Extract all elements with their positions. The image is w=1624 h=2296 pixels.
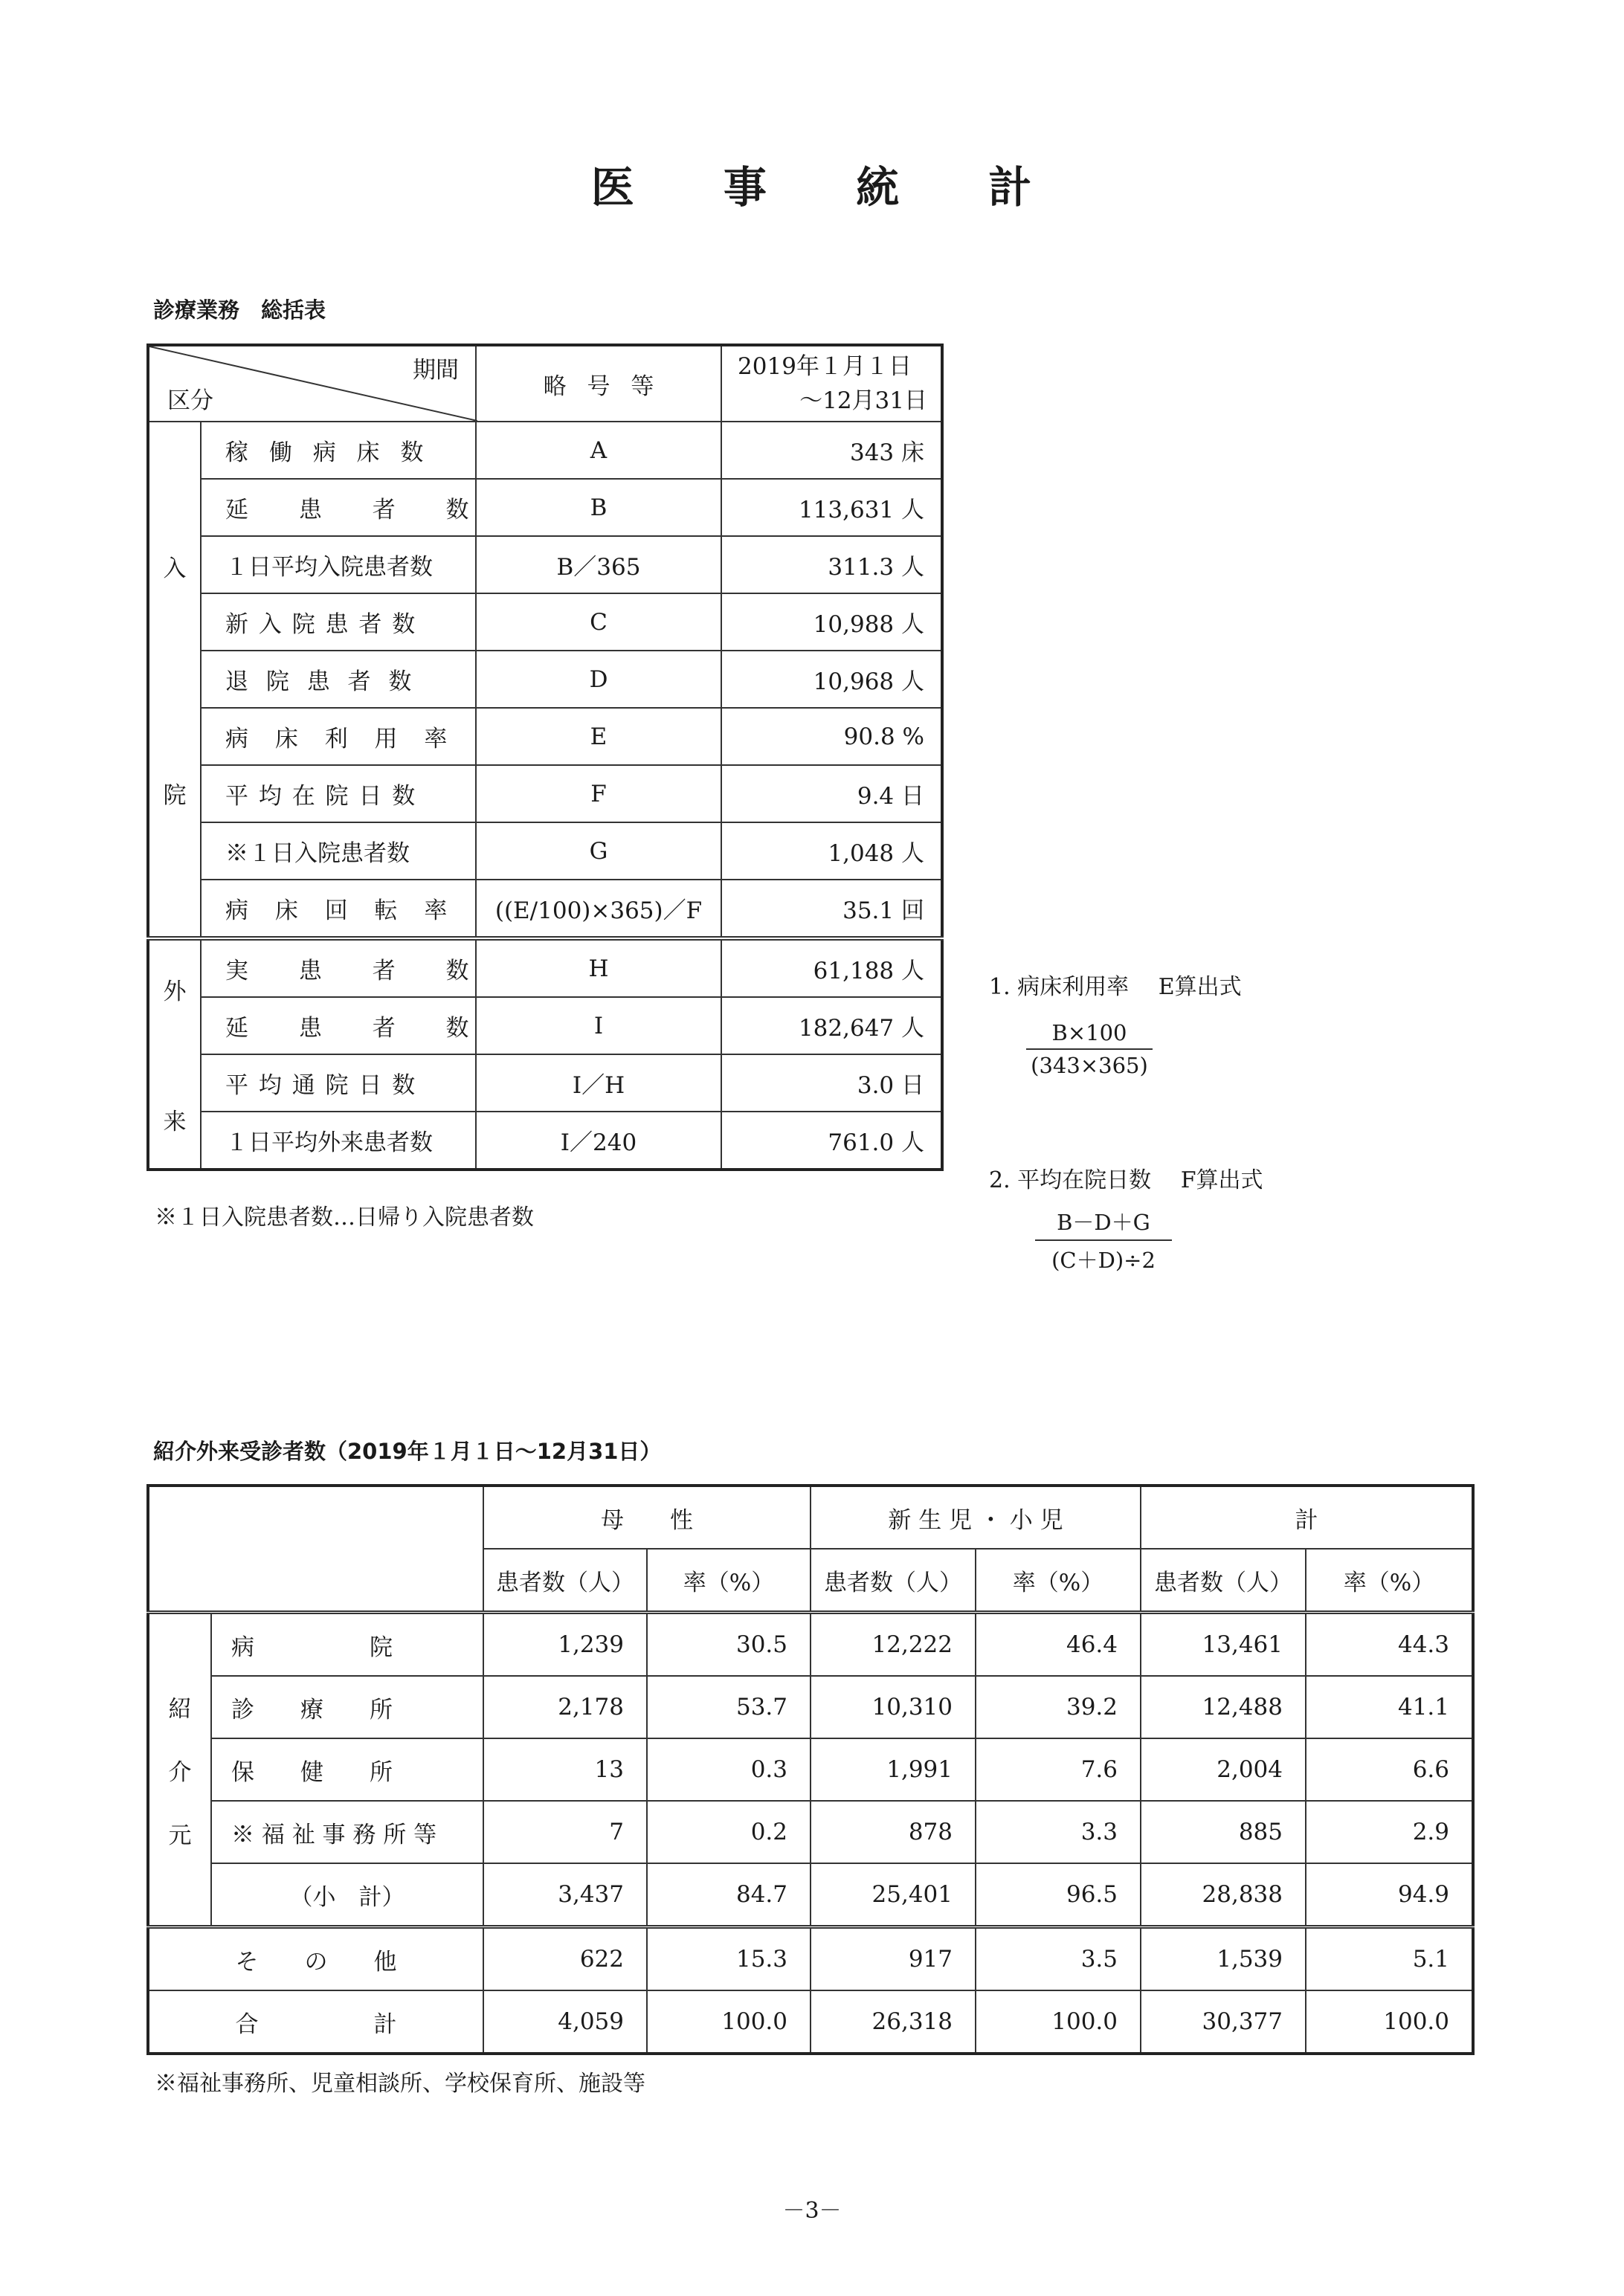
- group-header-total: 計: [1141, 1486, 1473, 1549]
- row-label: 新 入 院 患 者 数: [201, 593, 476, 651]
- row-code: G: [476, 822, 721, 880]
- cell: 12,488: [1141, 1676, 1306, 1738]
- row-label: 診 療 所: [211, 1676, 483, 1738]
- cell: 53.7: [647, 1676, 811, 1738]
- row-label: 延 患 者 数: [201, 479, 476, 536]
- row-label: １日平均外来患者数: [201, 1112, 476, 1170]
- table-row: [148, 422, 942, 479]
- subheader-rate: 率（%）: [647, 1549, 811, 1613]
- cell: 15.3: [647, 1927, 811, 1991]
- summary-section-title: 診療業務 総括表: [153, 297, 326, 323]
- table-row: [148, 651, 942, 708]
- row-code: C: [476, 593, 721, 651]
- cell: 0.2: [647, 1801, 811, 1863]
- row-code: I／H: [476, 1054, 721, 1112]
- row-label: 実 患 者 数: [201, 938, 476, 997]
- row-value: 1,048 人: [721, 822, 942, 880]
- row-value: 311.3 人: [721, 536, 942, 593]
- row-label: 病 院: [211, 1613, 483, 1677]
- row-value: 3.0 日: [721, 1054, 942, 1112]
- table-row: [148, 1112, 942, 1170]
- row-code: E: [476, 708, 721, 765]
- referral-section-title: 紹介外来受診者数（2019年１月１日～12月31日）: [153, 1439, 662, 1464]
- other-row: [148, 1927, 1473, 1991]
- cell: 13: [483, 1738, 647, 1801]
- referral-table: [146, 1484, 1475, 2055]
- referral-footnote: ※福祉事務所、児童相談所、学校保育所、施設等: [155, 2071, 645, 2097]
- row-value: 9.4 日: [721, 765, 942, 822]
- table-row: [148, 938, 942, 997]
- subheader-rate: 率（%）: [976, 1549, 1141, 1613]
- cell: 2.9: [1306, 1801, 1473, 1863]
- formula-numerator: B×100: [1026, 1020, 1153, 1050]
- cell: 7.6: [976, 1738, 1141, 1801]
- row-code: F: [476, 765, 721, 822]
- cell: 41.1: [1306, 1676, 1473, 1738]
- category-corner-label: 区分: [167, 387, 213, 414]
- inpatient-group-label: 入 院: [148, 422, 201, 938]
- table-row: [148, 765, 942, 822]
- cell: 1,539: [1141, 1927, 1306, 1991]
- subheader-patients: 患者数（人）: [1141, 1549, 1306, 1613]
- cell: 2,004: [1141, 1738, 1306, 1801]
- subheader-rate: 率（%）: [1306, 1549, 1473, 1613]
- formula-denominator: (343×365): [1031, 1053, 1148, 1078]
- row-label: 病 床 回 転 率: [201, 880, 476, 938]
- cell: 0.3: [647, 1738, 811, 1801]
- table-row: [148, 1054, 942, 1112]
- cell: 13,461: [1141, 1613, 1306, 1677]
- cell: 26,318: [811, 1990, 976, 2054]
- cell: 6.6: [1306, 1738, 1473, 1801]
- row-label: 延 患 者 数: [201, 997, 476, 1054]
- row-label: ※１日入院患者数: [201, 822, 476, 880]
- row-label: 平 均 通 院 日 数: [201, 1054, 476, 1112]
- cell: 622: [483, 1927, 647, 1991]
- page-title: 医 事 統 計: [590, 162, 1034, 213]
- row-value: 761.0 人: [721, 1112, 942, 1170]
- row-label: 平 均 在 院 日 数: [201, 765, 476, 822]
- subtotal-row: [148, 1863, 1473, 1927]
- row-code: I: [476, 997, 721, 1054]
- cell: 39.2: [976, 1676, 1141, 1738]
- formula-heading-1: 1. 病床利用率 E算出式: [989, 974, 1242, 1000]
- row-value: 113,631 人: [721, 479, 942, 536]
- table-row: [148, 1801, 1473, 1863]
- group-header-newborn-child: 新 生 児 ・ 小 児: [811, 1486, 1141, 1549]
- empty-corner: [148, 1486, 483, 1613]
- table-row: [148, 1738, 1473, 1801]
- row-value: 61,188 人: [721, 938, 942, 997]
- cell: 100.0: [1306, 1990, 1473, 2054]
- referral-source-label: 紹 介 元: [148, 1613, 211, 1927]
- cell: 30,377: [1141, 1990, 1306, 2054]
- cell: 25,401: [811, 1863, 976, 1927]
- outpatient-group-label: 外 来: [148, 938, 201, 1170]
- cell: 1,239: [483, 1613, 647, 1677]
- cell: 885: [1141, 1801, 1306, 1863]
- row-label: （小 計）: [211, 1863, 483, 1927]
- code-header: 略 号 等: [476, 345, 721, 422]
- table-row: [148, 997, 942, 1054]
- cell: 94.9: [1306, 1863, 1473, 1927]
- cell: 7: [483, 1801, 647, 1863]
- cell: 3,437: [483, 1863, 647, 1927]
- row-label: １日平均入院患者数: [201, 536, 476, 593]
- cell: 96.5: [976, 1863, 1141, 1927]
- table-row: [148, 593, 942, 651]
- diagonal-header-cell: [148, 345, 476, 422]
- cell: 878: [811, 1801, 976, 1863]
- row-code: ((E/100)×365)／F: [476, 880, 721, 938]
- formula-fraction-2: [1035, 1206, 1172, 1274]
- row-code: D: [476, 651, 721, 708]
- cell: 100.0: [647, 1990, 811, 2054]
- table-row: [148, 822, 942, 880]
- cell: 84.7: [647, 1863, 811, 1927]
- row-value: 10,988 人: [721, 593, 942, 651]
- row-value: 90.8 %: [721, 708, 942, 765]
- cell: 4,059: [483, 1990, 647, 2054]
- cell: 10,310: [811, 1676, 976, 1738]
- table-row: [148, 536, 942, 593]
- row-label: 稼 働 病 床 数: [201, 422, 476, 479]
- row-label: ※ 福 祉 事 務 所 等: [211, 1801, 483, 1863]
- row-value: 10,968 人: [721, 651, 942, 708]
- table-row: [148, 1613, 1473, 1677]
- period-corner-label: 期間: [413, 357, 459, 384]
- cell: 2,178: [483, 1676, 647, 1738]
- total-row: [148, 1990, 1473, 2054]
- page-number: －3－: [782, 2198, 842, 2224]
- cell: 12,222: [811, 1613, 976, 1677]
- subheader-patients: 患者数（人）: [811, 1549, 976, 1613]
- cell: 100.0: [976, 1990, 1141, 2054]
- row-label: 合 計: [148, 1990, 483, 2054]
- row-code: I／240: [476, 1112, 721, 1170]
- table-row: [148, 1676, 1473, 1738]
- table-row: [148, 708, 942, 765]
- row-code: A: [476, 422, 721, 479]
- cell: 917: [811, 1927, 976, 1991]
- table-row: [148, 880, 942, 938]
- row-value: 182,647 人: [721, 997, 942, 1054]
- formula-denominator: (C＋D)÷2: [1051, 1248, 1156, 1273]
- row-code: H: [476, 938, 721, 997]
- cell: 30.5: [647, 1613, 811, 1677]
- group-header-maternal: 母 性: [483, 1486, 811, 1549]
- formula-heading-2: 2. 平均在院日数 F算出式: [989, 1167, 1263, 1193]
- row-label: 保 健 所: [211, 1738, 483, 1801]
- cell: 46.4: [976, 1613, 1141, 1677]
- summary-table: [146, 344, 944, 1171]
- cell: 1,991: [811, 1738, 976, 1801]
- group-header-row: [148, 1486, 1473, 1549]
- cell: 5.1: [1306, 1927, 1473, 1991]
- cell: 28,838: [1141, 1863, 1306, 1927]
- row-value: 35.1 回: [721, 880, 942, 938]
- row-code: B／365: [476, 536, 721, 593]
- row-value: 343 床: [721, 422, 942, 479]
- period-header: 2019年１月１日 ～12月31日: [721, 345, 942, 422]
- cell: 44.3: [1306, 1613, 1473, 1677]
- row-label: そ の 他: [148, 1927, 483, 1991]
- row-code: B: [476, 479, 721, 536]
- formula-numerator: B－D＋G: [1035, 1206, 1172, 1241]
- summary-footnote: ※１日入院患者数…日帰り入院患者数: [155, 1205, 534, 1231]
- formula-fraction-1: [1026, 1020, 1153, 1078]
- row-label: 退 院 患 者 数: [201, 651, 476, 708]
- cell: 3.3: [976, 1801, 1141, 1863]
- cell: 3.5: [976, 1927, 1141, 1991]
- summary-header-row: [148, 345, 942, 422]
- subheader-patients: 患者数（人）: [483, 1549, 647, 1613]
- row-label: 病 床 利 用 率: [201, 708, 476, 765]
- table-row: [148, 479, 942, 536]
